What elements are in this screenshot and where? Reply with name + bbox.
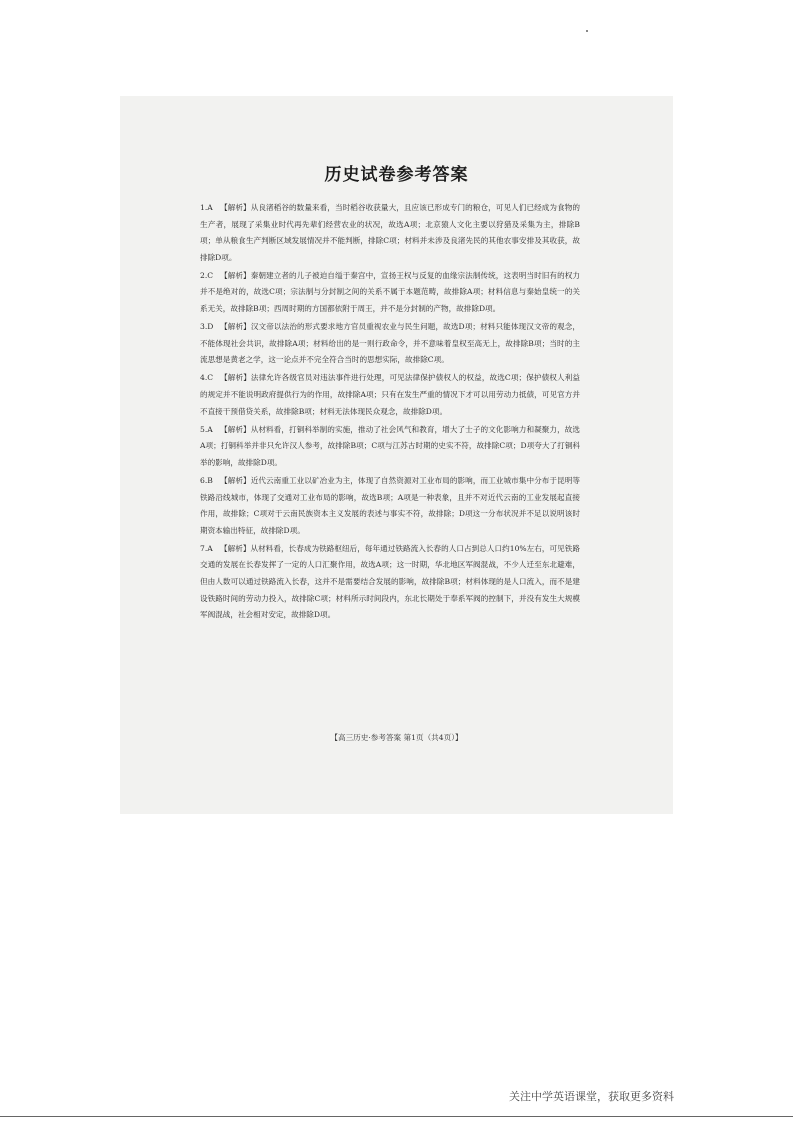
bottom-divider [0, 1116, 793, 1117]
page-title: 历史试卷参考答案 [324, 165, 469, 185]
watermark-text: 关注中学英语课堂，获取更多资料 [509, 1090, 674, 1103]
answer-number: 6.B [200, 476, 213, 485]
answer-number: 3.D [200, 322, 214, 332]
answer-text: 【解析】秦朝建立者的儿子被迫自缢于秦宫中，宣扬王权与反复的血缘宗法制传统，这表明当时旧有的权力并不是绝对的，故选C项；宗法制与分封制之间的关系不属于本题范畴，故排除A项；材料信息与秦始皇统一的关系无关，故排除B项；西周时期的方国都依附于周王，并不是分封制的产物，故排除D项。 [200, 270, 580, 314]
answer-number: 5.A [200, 424, 213, 434]
page-footer: 【高三历史·参考答案 第1页（共4页）】 [330, 733, 463, 742]
scanned-document [120, 96, 673, 814]
answer-number: 2.C [200, 270, 214, 280]
answer-item [200, 541, 580, 624]
answer-item [200, 268, 580, 318]
answer-number: 4.C [200, 373, 214, 383]
answer-text: 【解析】法律允许各级官员对违法事件进行处理，可见法律保护债权人的权益，故选C项；保护债权人利益的规定并不能说明政府提供行为的作用，故排除A项；只有在发生严重的情况下才可以用劳动力抵债，可见官方并不直接干预借贷关系，故排除B项；材料无法体现民众观念，故排除D项。 [200, 373, 580, 416]
answer-item [200, 473, 580, 539]
answer-text: 【解析】从材料看，打铜科举制的实施，推动了社会风气和教育，增大了士子的文化影响力和凝聚力，故选A项；打铜科举并非只允许汉人参考，故排除B项；C项与江苏古时期的史实不符，故排除C项；D项夸大了打铜科举的影响，故排除D项。 [200, 424, 580, 467]
scan-speck [586, 30, 588, 32]
answer-item [200, 319, 580, 369]
answer-item [200, 422, 580, 472]
answer-list [200, 200, 580, 625]
answer-text: 【解析】从材料看，长春成为铁路枢纽后，每年通过铁路流入长春的人口占到总人口约10%左右，可见铁路交通的发展在长春发挥了一定的人口汇聚作用，故选A项；这一时期，华北地区军阀混战，不少人迁至东北避难，但由人数可以通过铁路流入长春，这并不是需要结合发展的影响，故排除B项；材料体现的是人口流入，而不是建设铁路时间的劳动力投入，故排除C项；材料所示时间段内，东北长期处于奉系军阀的控制下，并没有发生大规模军阀混战，社会相对安定，故排除D项。 [200, 543, 580, 620]
answer-text: 【解析】从良渚稻谷的数量来看，当时稻谷收获量大，且应该已形成专门的粮仓，可见人们已经成为食物的生产者，展现了采集业时代再先辈们经营农业的状况，故选A项；北京猿人文化主要以狩猎及采集为主，排除B项；单从粮食生产判断区域发展情况并不能判断，排除C项；材料并未涉及良渚先民的其他农事安排及其收获，故排除D项。 [200, 203, 580, 262]
answer-number: 7.A [200, 543, 213, 553]
answer-item [200, 370, 580, 420]
answer-text: 【解析】近代云南重工业以矿冶业为主，体现了自然资源对工业布局的影响，而工业城市集中分布于昆明等铁路沿线城市，体现了交通对工业布局的影响，故选B项；A项是一种表象，且并不对近代云南的工业发展起直接作用，故排除；C项对于云南民族资本主义发展的表述与事实不符，故排除；D项这一分布状况并不足以说明该时期资本输出特征，故排除D项。 [200, 476, 580, 535]
answer-number: 1.A [200, 203, 213, 212]
answer-text: 【解析】汉文帝以法治的形式要求地方官员重视农业与民生问题，故选D项；材料只能体现汉文帝的观念，不能体现社会共识，故排除A项；材料给出的是一则行政命令，并不意味着皇权至高无上，故排除B项；当时的主流思想是黄老之学，这一论点并不完全符合当时的思想实际，故排除C项。 [200, 322, 580, 365]
answer-item [200, 200, 580, 266]
